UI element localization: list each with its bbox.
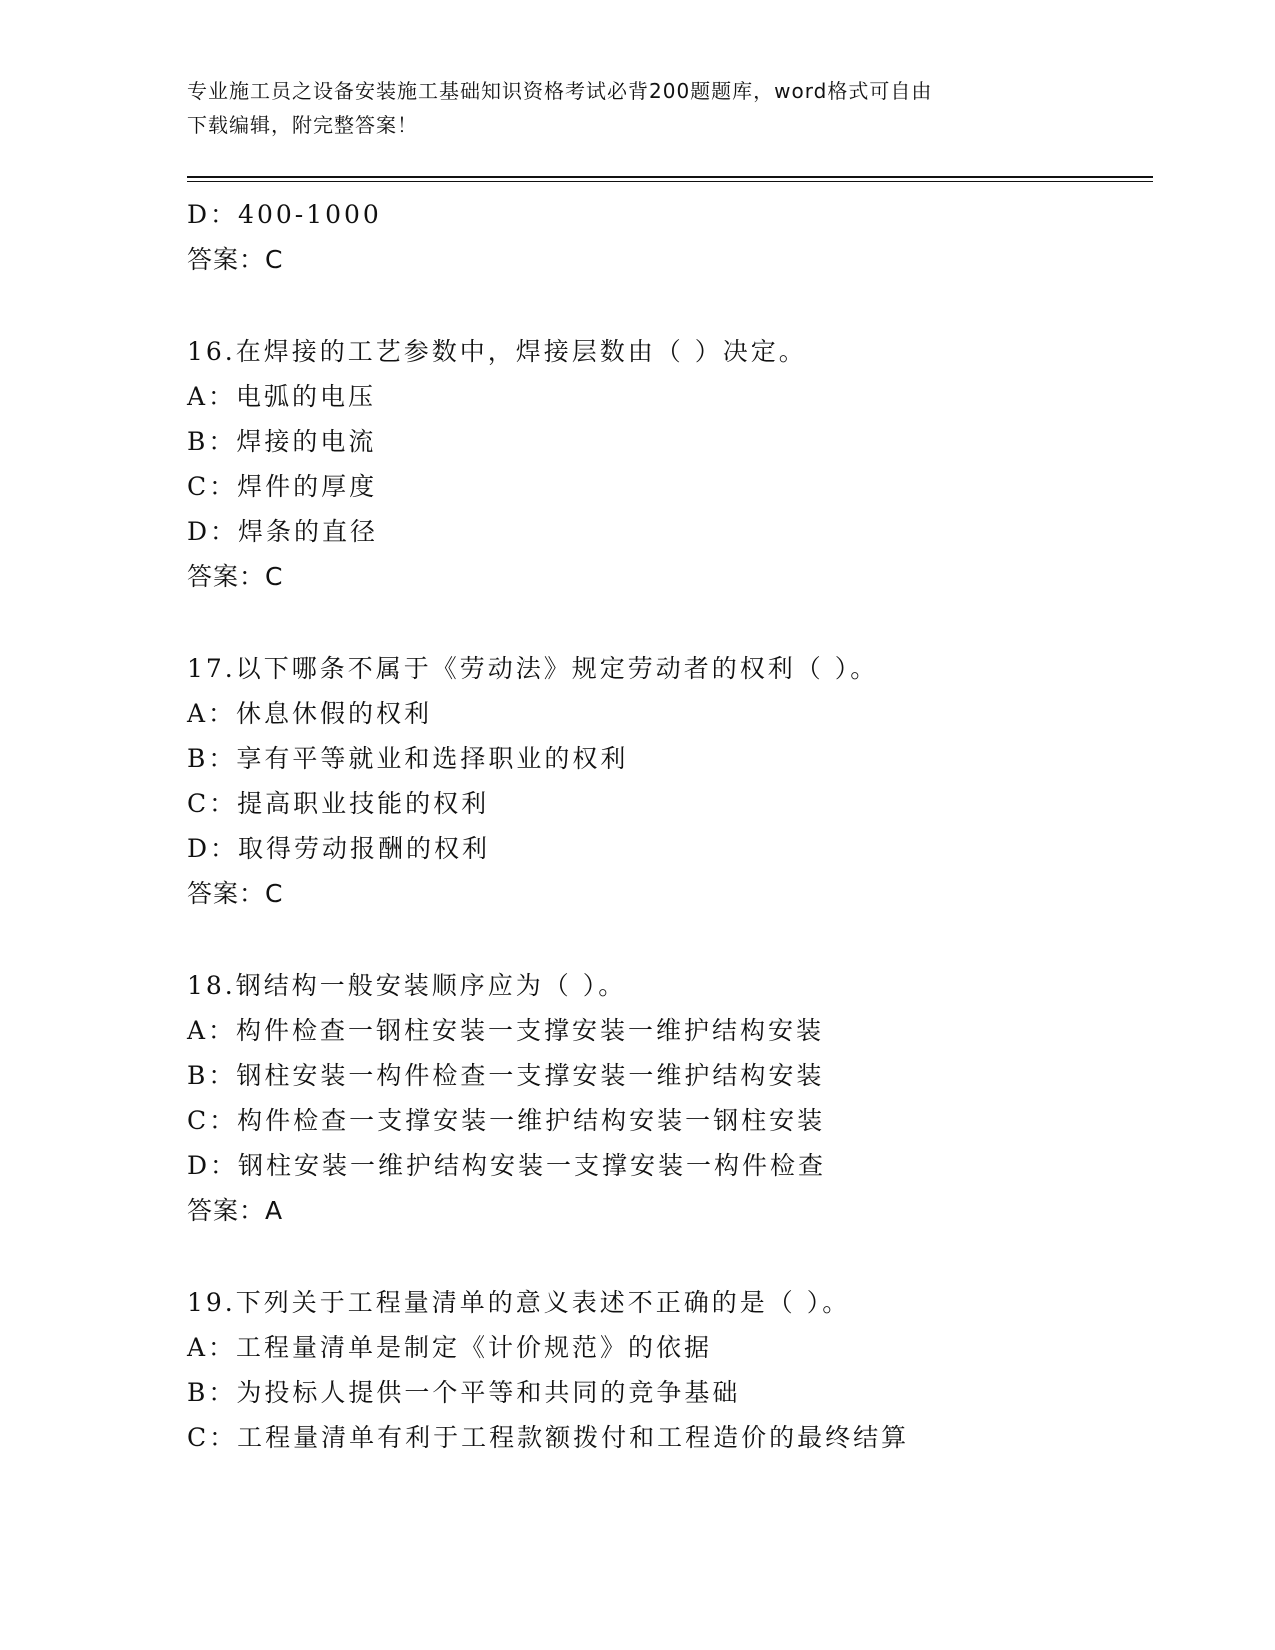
option-b: B：为投标人提供一个平等和共同的竞争基础	[187, 1378, 741, 1407]
option-b: B：焊接的电流	[187, 427, 377, 456]
option-a: A：电弧的电压	[187, 382, 377, 411]
option-d: D：焊条的直径	[187, 517, 379, 546]
header-title-line-2: 下载编辑，附完整答案！	[187, 113, 418, 137]
option-b: B：钢柱安装一构件检查一支撑安装一维护结构安装	[187, 1061, 825, 1090]
question-18	[187, 963, 1167, 1233]
question-list	[187, 192, 1167, 1460]
option-d: D：钢柱安装一维护结构安装一支撑安装一构件检查	[187, 1151, 827, 1180]
option-c: C：焊件的厚度	[187, 472, 378, 501]
option-b: B：享有平等就业和选择职业的权利	[187, 744, 629, 773]
question-stem: 18.钢结构一般安装顺序应为（ ）。	[187, 971, 627, 1000]
answer-line: 答案：A	[187, 1196, 284, 1225]
question-stem: 19.下列关于工程量清单的意义表述不正确的是（ ）。	[187, 1288, 851, 1317]
option-d: D：取得劳动报酬的权利	[187, 834, 491, 863]
question-stem: 17.以下哪条不属于《劳动法》规定劳动者的权利（ ）。	[187, 654, 879, 683]
answer-line: 答案：C	[187, 879, 284, 908]
header-divider-thick	[187, 176, 1153, 178]
option-c: C：提高职业技能的权利	[187, 789, 490, 818]
option-a: A：构件检查一钢柱安装一支撑安装一维护结构安装	[187, 1016, 825, 1045]
question-17	[187, 646, 1167, 916]
header-divider-thin	[187, 181, 1153, 182]
option-c: C：工程量清单有利于工程款额拨付和工程造价的最终结算	[187, 1423, 910, 1452]
option-a: A：休息休假的权利	[187, 699, 433, 728]
question-16	[187, 329, 1167, 599]
header-title-line-1: 专业施工员之设备安装施工基础知识资格考试必背200题题库，word格式可自由	[187, 79, 933, 103]
question-19	[187, 1280, 1167, 1460]
option-a: A：工程量清单是制定《计价规范》的依据	[187, 1333, 713, 1362]
option-d: D：400-1000	[187, 200, 382, 229]
answer-line: 答案：C	[187, 245, 284, 274]
page-header	[187, 74, 1087, 142]
option-c: C：构件检查一支撑安装一维护结构安装一钢柱安装	[187, 1106, 826, 1135]
answer-line: 答案：C	[187, 562, 284, 591]
question-stem: 16.在焊接的工艺参数中，焊接层数由（ ）决定。	[187, 337, 807, 366]
